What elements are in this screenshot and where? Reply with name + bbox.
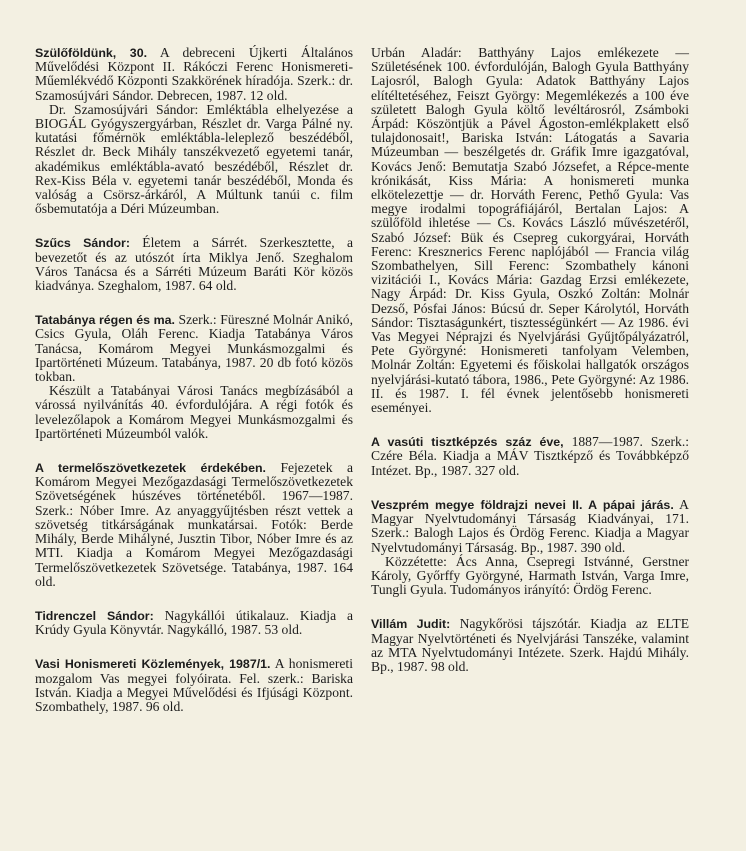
- entry-szucs: [35, 236, 353, 293]
- entry-text: [35, 461, 353, 589]
- entry-body: Életem a Sárrét. Szerkesztette, a bevezetőt és az utószót írta Miklya Jenő. Szeghalom Város Tanácsa és a Sárréti Múzeum Baráti Kör közös kiadványa. Szeghalom, 1987. 64 old.: [35, 235, 353, 294]
- entry-text: [371, 498, 689, 555]
- entry-vasuti: [371, 435, 689, 478]
- entry-body: Szerk.: Füreszné Molnár Anikó, Csics Gyula, Oláh Ferenc. Kiadja Tatabánya Város Tanácsa, Komárom Megyei Munkásmozgalmi és Ipartörténeti Múzeum. Tatabánya, 1987. 20 db fotó közös tokban.: [35, 312, 354, 385]
- right-column: [371, 46, 689, 694]
- entry-paragraph: Dr. Szamosújvári Sándor: Emléktábla elhelyezése a BIOGÁL Gyógyszergyárban, Részlet dr. Varga Pálné ny. kutatási főmérnök emléktábla-leleplező beszédéből, Részlet dr. Beck Mihály tanszékvezető egyetemi tanár, akadémikus emléktábla-avató beszédéből, Részlet dr. Rex-Kiss Béla v. egyetemi tanár beszédéből, Monda és valóság a Csörsz-árkáról, A Múltunk tanúi c. film ősbemutatója a Déri Múzeumban.: [35, 101, 353, 217]
- entry-heading: A termelőszövetkezetek érdekében.: [35, 461, 266, 476]
- entry-text: [35, 609, 353, 637]
- entry-text: [371, 617, 689, 674]
- entry-text: [371, 435, 689, 478]
- entry-termeloszovetkezetek: [35, 461, 353, 589]
- entry-body: 1887—1987. Szerk.: Czére Béla. Kiadja a MÁV Tisztképző és Továbbképző Intézet. Bp., 1987. 327 old.: [371, 434, 689, 478]
- entry-body: Fejezetek a Komárom Megyei Mezőgazdasági Termelőszövetkezetek Szövetségének húszéves történetéből. 1967—1987. Szerk.: Nóber Imre. Az anyaggyűjtésben részt vettek a szövetség titkárságának munkatársai. Fotók: Berde Mihály, Berde Mihályné, Jusztin Tibor, Nóber Imre és az MTI. Kiadja a Komárom Megyei Mezőgazdasági Termelőszövetkezetek Szövetsége. Tatabánya, 1987. 164 old.: [35, 460, 353, 589]
- entry-heading: Villám Judit:: [371, 617, 451, 632]
- entry-body: Nagykőrösi tájszótár. Kiadja az ELTE Magyar Nyelvtörténeti és Nyelvjárási Tanszéke, valamint az MTA Nyelvtudományi Intézete. Szerk. Hajdú Mihály. Bp., 1987. 98 old.: [371, 616, 689, 674]
- entry-heading: Tidrenczel Sándor:: [35, 608, 154, 623]
- entry-body: A debreceni Újkerti Általános Művelődési Központ II. Rákóczi Ferenc Honismereti-Műemlékvédő Központi Szakkörének híradója. Szerk.: dr. Szamosújvári Sándor. Debrecen, 1987. 12 old.: [35, 45, 354, 103]
- entry-body: A honismereti mozgalom Vas megyei folyóirata. Fel. szerk.: Bariska István. Kiadja a Megyei Művelődési és Ifjúsági Központ. Szombathely, 1987. 96 old.: [35, 656, 353, 714]
- entry-veszprem: [371, 498, 689, 597]
- entry-text: [35, 657, 353, 714]
- entry-heading: Szülőföldünk, 30.: [35, 46, 148, 60]
- entry-heading: A vasúti tisztképzés száz éve,: [371, 435, 564, 450]
- entry-villam: [371, 617, 689, 674]
- entry-heading: Tatabánya régen és ma.: [35, 313, 175, 328]
- entry-heading: Vasi Honismereti Közlemények, 1987/1.: [35, 657, 271, 672]
- entry-tatabanya: [35, 313, 353, 441]
- entry-paragraph: Urbán Aladár: Batthyány Lajos emlékezete — Születésének 100. évfordulóján, Balogh Gyula Batthyány Lajosról, Balogh Gyula: Adatok Batthyány Lajos elítéltetéséhez, Feiszt György: Megemlékezés a 100 éve született Balogh Gyula költő levéltárosról, Zsámboki Árpád: Köszöntjük a Pável Ágoston-emlékplakett első tulajdonosait!, Bariska István: Látogatás a Savaria Múzeumban — beszélgetés dr. Gráfik Imre igazgatóval, Kovács Jenő: Bemutatja Szabó Józsefet, a Répce-mente krónikását, Kiss Mária: A honismereti munka elkötelezettje — dr. Horváth Ferenc, Pethő Gyula: Vas megye irodalmi topográfiájáról, Bertalan Lajos: A szülőföld ihletése — Cs. Kovács László művészetéről, Szabó József: Bük és Csepreg cukorgyárai, Horváth Ferenc: Kresznerics Ferenc naplójából — Francia világ Szombathelyen, Sill Ferenc: Szombathely kánoni vizitációi I., Kovács Mária: Gazdag Erzsi emlékezete, Nagy Árpád: Dr. Kiss Gyula, Oszkó Zoltán: Molnár Dezső, Pósfai János: Búcsú dr. Seper Károlytól, Horváth Sándor: Tisztaságunkért, tisztességünkért — Az 1986. évi Vas Megyei Néprajzi és Nyelvjárási Gyűjtőpályázatról, Pete Györgyné: Honismereti tanfolyam Velemben, Molnár Zoltán: Egyetemi és főiskolai hallgatók országos nyelvjárási-kutató tábora, 1986., Pete Györgyné: Az 1986. II. és 1987. I. fél évnek jelentősebb honismereti eseményei.: [371, 45, 689, 416]
- left-column: [35, 46, 353, 734]
- entry-szulofoldunk: [35, 46, 353, 216]
- entry-paragraph: Készült a Tatabányai Városi Tanács megbízásából a várossá nyilvánítás 40. évfordulójára. A régi fotók és levelezőlapok a Komárom Megyei Munkásmozgalmi és Ipartörténeti Múzeumból valók.: [35, 383, 353, 441]
- entry-vasi-honismereti: [35, 657, 353, 714]
- entry-text: [35, 236, 353, 293]
- entry-vasi-contents: [371, 46, 689, 415]
- entry-paragraph: Közzétette: Ács Anna, Csepregi Istvánné, Gerstner Károly, Győrffy Györgyné, Harmath István, Varga Imre, Tungli Gyula. Tudományos irányító: Ördög Ferenc.: [371, 553, 689, 598]
- entry-tidrenczel: [35, 609, 353, 637]
- entry-body: Nagykállói útikalauz. Kiadja a Krúdy Gyula Könyvtár. Nagykálló, 1987. 53 old.: [35, 607, 353, 638]
- entry-text: [35, 313, 353, 384]
- entry-text: [35, 46, 353, 103]
- entry-body: A Magyar Nyelvtudományi Társaság Kiadványai, 171. Szerk.: Balogh Lajos és Ördög Ferenc. Kiadja a Magyar Nyelvtudományi Társaság. Bp., 1987. 390 old.: [371, 496, 689, 555]
- entry-heading: Szűcs Sándor:: [35, 236, 130, 251]
- entry-heading: Veszprém megye földrajzi nevei II. A pápai járás.: [371, 497, 674, 512]
